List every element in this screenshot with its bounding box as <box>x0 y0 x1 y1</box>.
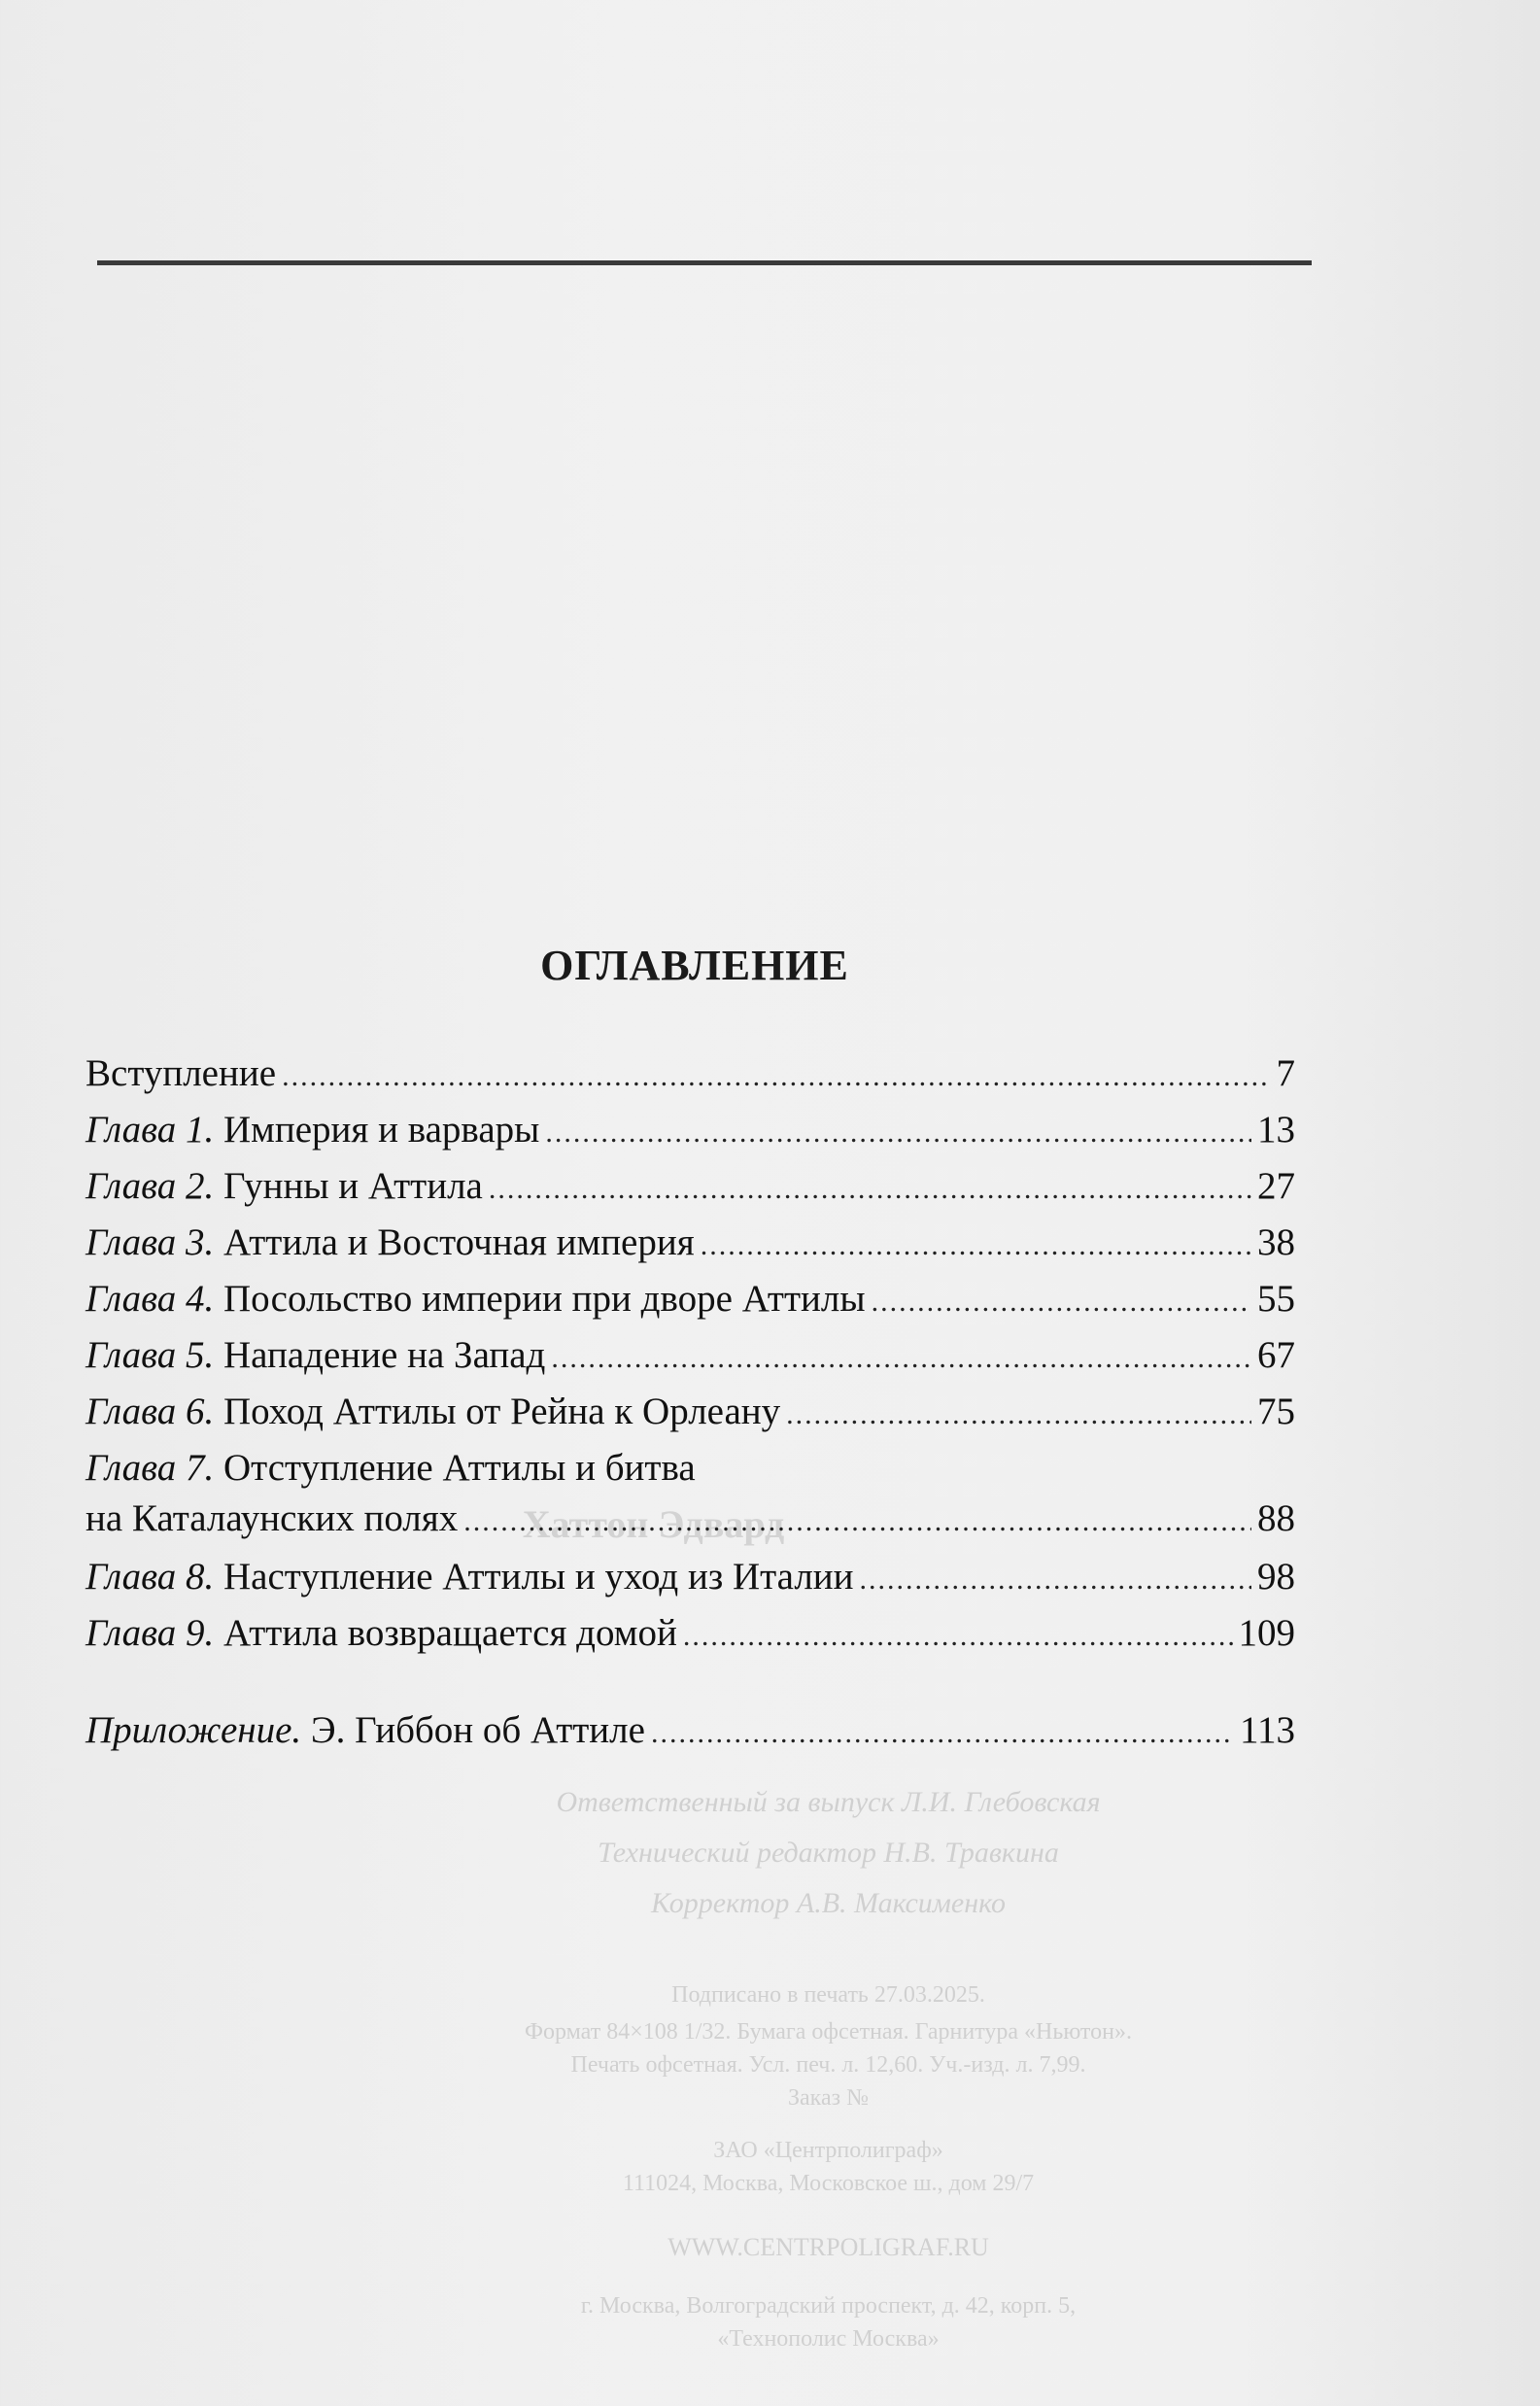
toc-entry: Глава 5. Нападение на Запад ..... 67 <box>86 1333 1295 1381</box>
bleed-line: Корректор А.В. Максименко <box>650 1887 1007 1919</box>
toc-leader-dots <box>282 1054 1270 1099</box>
bleed-line: ЗАО «Центрполиграф» <box>713 2138 943 2163</box>
toc-entry: Глава 9. Аттила возвращается домой ..... 109 <box>86 1611 1295 1659</box>
toc-leader-dots <box>860 1558 1251 1602</box>
toc-page-number: 98 <box>1257 1556 1295 1598</box>
toc-leader-dots <box>683 1614 1233 1659</box>
header-rule <box>97 260 1312 265</box>
bleed-line: Хаттон Эдвард <box>522 1502 785 1546</box>
bleed-line: Технический редактор Н.В. Травкина <box>598 1837 1059 1869</box>
bleed-line: 111024, Москва, Московское ш., дом 29/7 <box>622 2171 1035 2196</box>
toc-entry: Глава 8. Наступление Аттилы и уход из Италии ..... 98 <box>86 1555 1295 1602</box>
toc-page-number: 113 <box>1239 1709 1295 1751</box>
toc-leader-dots <box>551 1336 1251 1381</box>
toc-page-number: 7 <box>1276 1052 1295 1094</box>
bleed-line: Формат 84×108 1/32. Бумага офсетная. Гарнитура «Ньютон». <box>525 2019 1132 2045</box>
toc-entry: на Каталаунских полях ..... 88 <box>86 1496 1295 1544</box>
toc-entry: Глава 2. Гунны и Аттила ..... 27 <box>86 1164 1295 1212</box>
toc-entry-first-line: Глава 7. Отступление Аттилы и битва <box>86 1447 696 1489</box>
toc-entry: Глава 4. Посольство империи при дворе Аттилы ..... 55 <box>86 1277 1295 1324</box>
bleed-line: г. Москва, Волгоградский проспект, д. 42, корп. 5, <box>580 2293 1077 2319</box>
toc-entry: Вступление ..... 7 <box>86 1051 1295 1099</box>
toc-leader-dots <box>463 1499 1251 1544</box>
toc-page-number: 27 <box>1257 1165 1295 1207</box>
toc-page-number: 55 <box>1257 1278 1295 1320</box>
toc-entry: Глава 1. Империя и варвары ..... 13 <box>86 1108 1295 1155</box>
bleed-line: WWW.CENTRPOLIGRAF.RU <box>667 2233 989 2261</box>
bleed-line: Ответственный за выпуск Л.И. Глебовская <box>556 1786 1101 1818</box>
toc-entry: Глава 6. Поход Аттилы от Рейна к Орлеану ..... 75 <box>86 1390 1295 1437</box>
bleed-line: «Технополис Москва» <box>717 2326 940 2352</box>
bleed-line: Подписано в печать 27.03.2025. <box>671 1982 985 2008</box>
toc-entry-appendix: Приложение. Э. Гиббон об Аттиле ..... 113 <box>86 1708 1295 1756</box>
toc-leader-dots <box>701 1223 1251 1268</box>
toc-page-number: 75 <box>1257 1391 1295 1432</box>
bleed-line: Печать офсетная. Усл. печ. л. 12,60. Уч.-изд. л. 7,99. <box>570 2052 1086 2078</box>
toc-leader-dots <box>651 1711 1234 1756</box>
toc-page-number: 109 <box>1238 1612 1295 1654</box>
toc-page-number: 13 <box>1257 1109 1295 1151</box>
toc-page-number: 67 <box>1257 1334 1295 1376</box>
toc-leader-dots <box>489 1167 1251 1212</box>
toc-page-number: 38 <box>1257 1221 1295 1263</box>
toc-entry: Глава 3. Аттила и Восточная империя ..... 38 <box>86 1220 1295 1268</box>
toc-page-number: 88 <box>1257 1497 1295 1539</box>
toc-leader-dots <box>786 1392 1251 1437</box>
toc-leader-dots <box>545 1111 1251 1155</box>
bleed-line: Заказ № <box>787 2085 869 2111</box>
toc-title: ОГЛАВЛЕНИЕ <box>540 942 849 989</box>
toc-leader-dots <box>872 1280 1251 1324</box>
